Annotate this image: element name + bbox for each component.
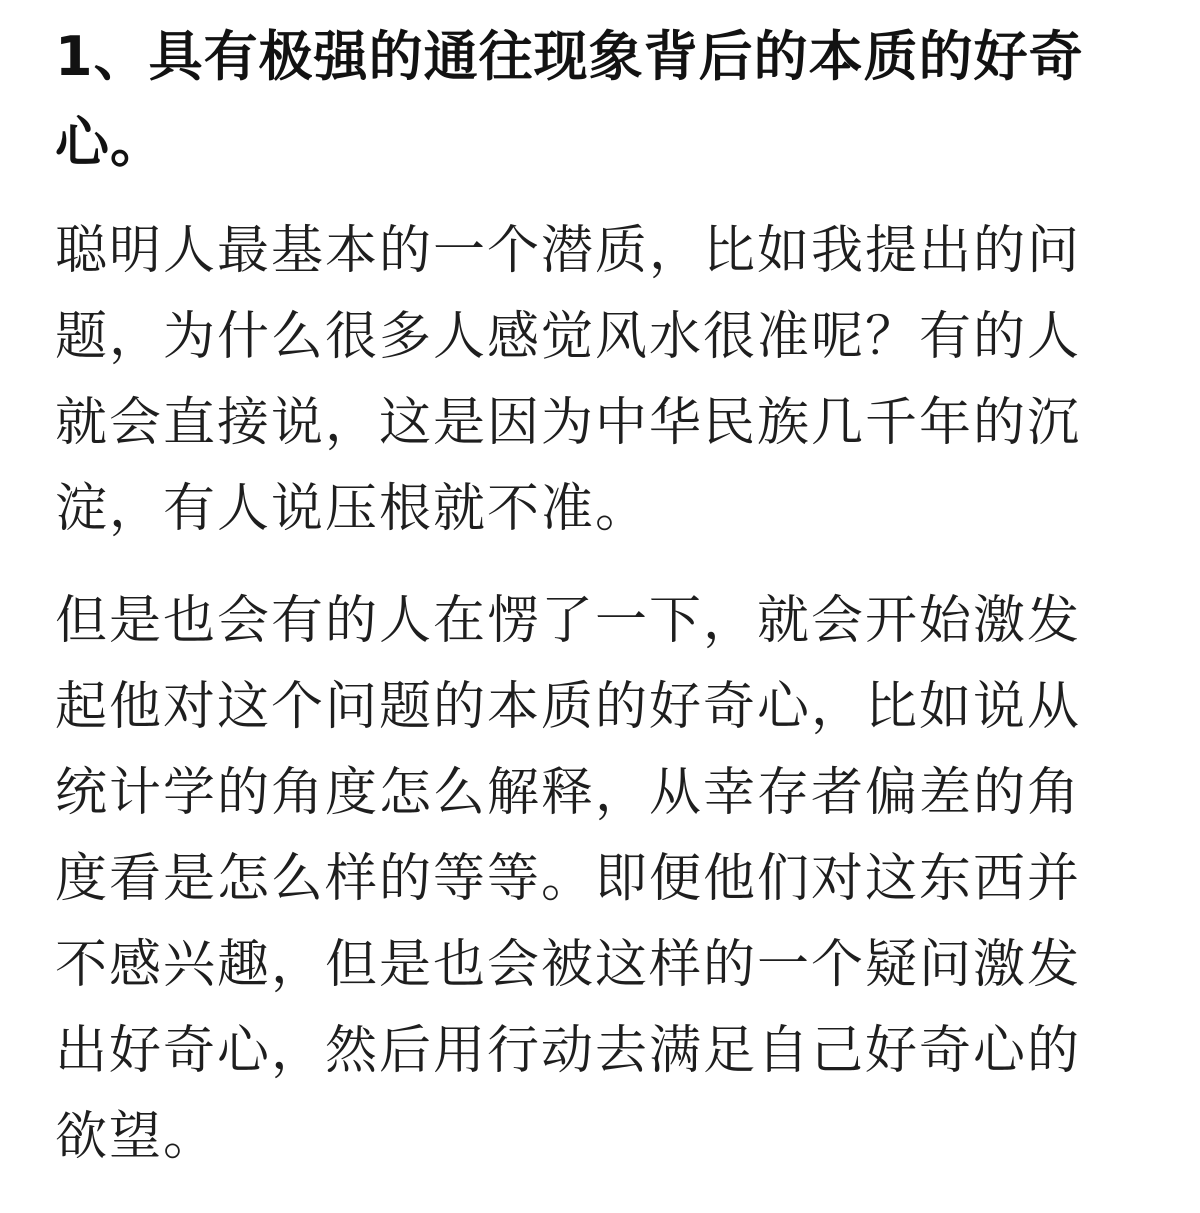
article-body [55,14,1105,1206]
paragraph-1: 聪明人最基本的一个潜质，比如我提出的问题，为什么很多人感觉风水很准呢？有的人就会直接说，这是因为中华民族几千年的沉淀，有人说压根就不准。 [55,221,1082,539]
paragraph-2: 但是也会有的人在愣了一下，就会开始激发起他对这个问题的本质的好奇心，比如说从统计学的角度怎么解释，从幸存者偏差的角度看是怎么样的等等。即便他们对这东西并不感兴趣，但是也会被这样的一个疑问激发出好奇心，然后用行动去满足自己好奇心的欲望。 [55,591,1082,1167]
section-heading: 1、具有极强的通往现象背后的本质的好奇心。 [55,25,1084,174]
